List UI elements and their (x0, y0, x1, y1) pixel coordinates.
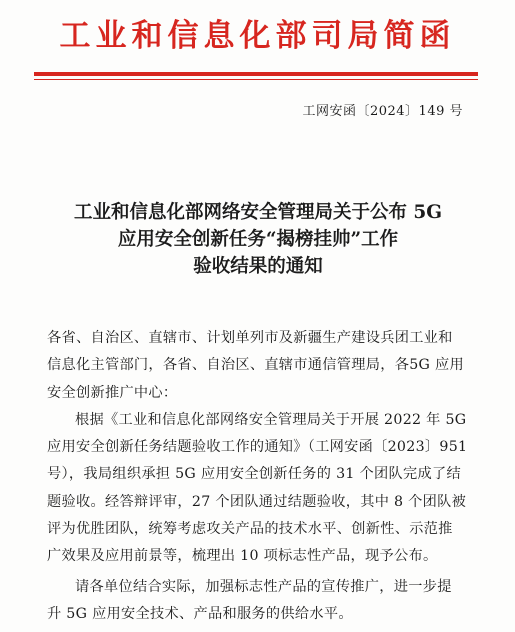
notice-title-line: 应用安全创新任务“揭榜挂帅”工作 (117, 229, 399, 250)
notice-title-line: 验收结果的通知 (193, 256, 323, 277)
paragraph-line: 广效果及应用前景等，梳理出 10 项标志性产品，现予公布。 (47, 548, 438, 565)
paragraph-line: 题验收。经答辩评审，27 个团队通过结题验收，其中 8 个团队被 (47, 493, 467, 510)
notice-title (28, 199, 488, 280)
letterhead-thick-rule (34, 72, 478, 76)
letterhead-title: 工业和信息化部司局简函 (59, 18, 456, 54)
addressee (47, 325, 477, 407)
paragraph-line: 评为优胜团队，统筹考虑攻关产品的技术水平、创新性、示范推 (47, 521, 453, 538)
document-number: 工网安函〔2024〕149 号 (302, 104, 463, 119)
letterhead-thin-rule (34, 79, 478, 80)
notice-title-line: 工业和信息化部网络安全管理局关于公布 5G (73, 202, 443, 223)
paragraph-line: 号），我局组织承担 5G 应用安全创新任务的 31 个团队完成了结 (47, 466, 461, 483)
paragraph-basis (47, 407, 477, 571)
addressee-line: 信息化主管部门，各省、自治区、直辖市通信管理局，各5G 应用 (47, 357, 464, 374)
paragraph-line: 升 5G 应用安全技术、产品和服务的供给水平。 (47, 605, 353, 622)
paragraph-line: 根据《工业和信息化部网络安全管理局关于开展 2022 年 5G (75, 411, 467, 428)
notice-body (47, 325, 477, 628)
paragraph-line: 应用安全创新任务结题验收工作的通知》（工网安函〔2023〕951 (47, 439, 468, 456)
paragraph-line: 请各单位结合实际，加强标志性产品的宣传推广，进一步提 (75, 578, 452, 595)
addressee-line: 安全创新推广中心： (47, 384, 178, 401)
paragraph-request (47, 574, 477, 629)
addressee-line: 各省、自治区、直辖市、计划单列市及新疆生产建设兵团工业和 (47, 330, 453, 346)
